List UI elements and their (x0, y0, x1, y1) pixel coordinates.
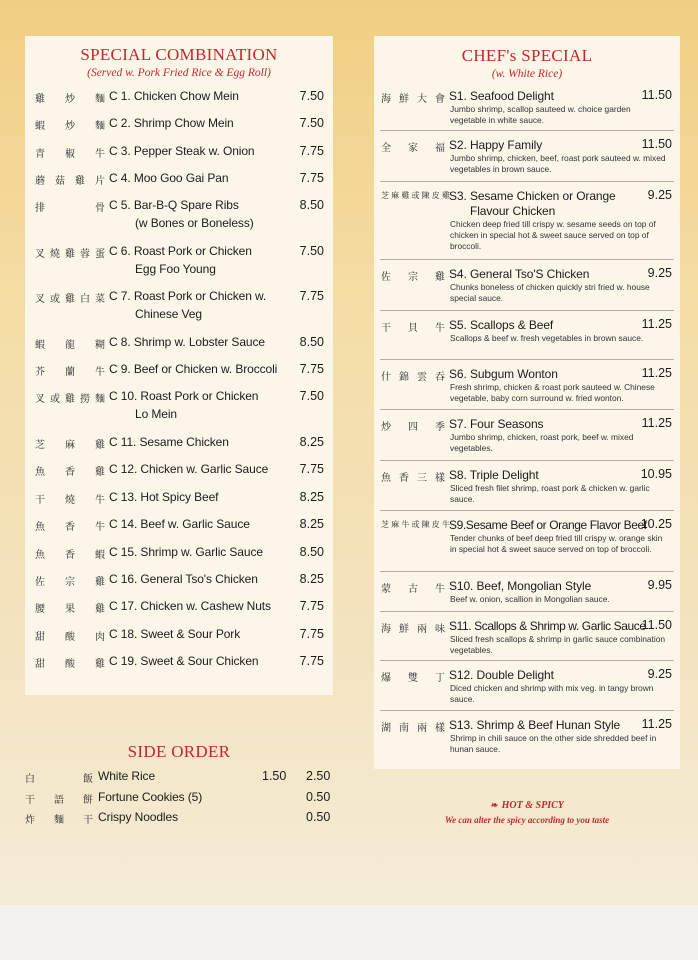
side-price-small: 1.50 (262, 769, 287, 783)
item-price: 11.50 (641, 88, 672, 102)
item-name: C 6. Roast Pork or Chicken (109, 244, 252, 258)
side-item-name: Crispy Noodles (98, 810, 178, 824)
item-name: C 17. Chicken w. Cashew Nuts (109, 599, 271, 613)
item-divider (380, 460, 674, 461)
item-name: C 11. Sesame Chicken (109, 435, 229, 449)
item-name: S7. Four Seasons (449, 417, 544, 431)
item-price: 7.50 (299, 89, 324, 103)
item-price: 7.75 (299, 362, 324, 376)
item-price: 7.75 (299, 144, 324, 158)
item-chinese-name: 蘑 菇 雞 片 (35, 176, 105, 187)
item-chinese-name: 芥 蘭 牛 (35, 367, 105, 378)
side-price: 2.50 (306, 769, 331, 783)
special-combination-panel (25, 36, 333, 695)
item-chinese-name: 芝 麻 雞 (35, 440, 105, 451)
item-name: C 10. Roast Pork or Chicken (109, 389, 259, 403)
item-description: Sliced fresh filet shrimp, roast pork & chicken w. garlic sauce. (450, 483, 650, 505)
side-price: 0.50 (306, 810, 331, 824)
item-name: C 18. Sweet & Sour Pork (109, 627, 241, 641)
item-chinese-name: 蝦 炒 麵 (35, 121, 105, 132)
item-price: 7.75 (299, 171, 324, 185)
item-chinese-name: 甜 酸 雞 (35, 659, 105, 670)
item-chinese-name: 叉 燒 雞 蓉 蛋 (35, 249, 105, 260)
item-chinese-name: 佐 宗 雞 (35, 577, 105, 588)
side-chinese-name: 白 飯 (25, 774, 93, 785)
item-chinese-name: 魚 香 蝦 (35, 550, 105, 561)
item-divider (380, 571, 674, 572)
item-name: C 16. General Tso's Chicken (109, 572, 258, 586)
item-divider (380, 409, 674, 410)
chefs-special-panel (374, 36, 680, 769)
side-price: 0.50 (306, 790, 331, 804)
special-combination-title: SPECIAL COMBINATION (80, 45, 278, 64)
item-price: 11.25 (641, 717, 672, 731)
item-price: 9.95 (647, 578, 672, 592)
side-order-section (25, 742, 333, 762)
item-chinese-name: 叉 或 雞 撈 麵 (35, 394, 105, 405)
item-name: C 5. Bar-B-Q Spare Ribs (109, 198, 239, 212)
item-price: 11.50 (641, 137, 672, 151)
item-price: 11.25 (641, 366, 672, 380)
item-price: 8.50 (299, 545, 324, 559)
item-name: S1. Seafood Delight (449, 89, 554, 103)
side-chinese-name: 干 語 餅 (25, 795, 93, 806)
item-chinese-name: 青 椒 牛 (35, 149, 105, 160)
item-price: 9.25 (647, 266, 672, 280)
item-name: C 7. Roast Pork or Chicken w. (109, 289, 267, 303)
item-name: S8. Triple Delight (449, 468, 539, 482)
chefs-special-title: CHEF's SPECIAL (461, 46, 593, 65)
item-name: C 2. Shrimp Chow Mein (109, 116, 234, 130)
item-chinese-name: 海 鮮 兩 味 (381, 624, 445, 635)
item-chinese-name: 干 貝 牛 (381, 323, 445, 334)
item-price: 10.25 (640, 517, 672, 531)
item-name: S5. Scallops & Beef (449, 318, 554, 332)
item-chinese-name: 蒙 古 牛 (381, 584, 445, 595)
item-price: 11.50 (641, 618, 672, 632)
item-price: 7.50 (299, 389, 324, 403)
item-divider (380, 359, 674, 360)
item-price: 8.25 (299, 435, 324, 449)
item-name: S12. Double Delight (449, 668, 554, 682)
item-name: C 4. Moo Goo Gai Pan (109, 171, 229, 185)
item-name-continued: Egg Foo Young (135, 262, 216, 276)
item-name: C 19. Sweet & Sour Chicken (109, 654, 259, 668)
item-price: 7.75 (299, 627, 324, 641)
item-chinese-name: 魚 香 雞 (35, 467, 105, 478)
item-price: 7.75 (299, 654, 324, 668)
item-price: 11.25 (641, 317, 672, 331)
side-item-name: Fortune Cookies (5) (98, 790, 203, 804)
item-price: 10.95 (640, 467, 672, 481)
side-order-title: SIDE ORDER (127, 742, 231, 761)
item-chinese-name: 蝦 龍 糊 (35, 340, 105, 351)
spicy-note: We can alter the spicy according to you taste (444, 815, 610, 825)
item-price: 7.50 (299, 244, 324, 258)
item-divider (380, 310, 674, 311)
item-name: S3. Sesame Chicken or Orange (449, 189, 616, 203)
item-chinese-name: 魚 香 牛 (35, 522, 105, 533)
item-chinese-name: 排 骨 (35, 203, 105, 214)
item-description: Jumbo shrimp, chicken, beef, roast pork sauteed w. mixed vegetables in brown sauce. (450, 153, 666, 175)
item-name: S6. Subgum Wonton (449, 367, 558, 381)
item-price: 8.25 (299, 490, 324, 504)
item-name: C 13. Hot Spicy Beef (109, 490, 219, 504)
item-name: C 12. Chicken w. Garlic Sauce (109, 462, 269, 476)
item-divider (380, 710, 674, 711)
item-price: 8.50 (299, 198, 324, 212)
item-chinese-name: 全 家 福 (381, 143, 445, 154)
item-divider (380, 130, 674, 131)
item-description: Chicken deep fried till crispy w. sesame seeds on top of chicken in special hot & sweet sauce served on top of broccoli. (450, 219, 656, 252)
side-item-name: White Rice (98, 769, 156, 783)
item-chinese-name: 芝 麻 牛 或 陳 皮 牛 (381, 520, 449, 529)
item-chinese-name: 湖 南 兩 樣 (381, 723, 445, 734)
item-description: Tender chunks of beef deep fried till crispy w. orange skin in special hot & sweet sauce served on top of broccoli. (450, 533, 663, 555)
item-price: 7.50 (299, 116, 324, 130)
item-name: S11. Scallops & Shrimp w. Garlic Sauce (449, 619, 646, 633)
item-name: C 9. Beef or Chicken w. Broccoli (109, 362, 278, 376)
item-description: Beef w. onion, scallion in Mongolian sauce. (450, 594, 610, 604)
item-name: S10. Beef, Mongolian Style (449, 579, 592, 593)
item-name: S9.Sesame Beef or Orange Flavor Beef (449, 518, 647, 532)
hot-spicy-legend (374, 800, 680, 811)
item-chinese-name: 什 錦 雲 吞 (381, 372, 445, 383)
item-price: 8.25 (299, 572, 324, 586)
page-margin (0, 905, 698, 960)
item-chinese-name: 雞 炒 麵 (35, 94, 105, 105)
item-price: 7.75 (299, 462, 324, 476)
item-name-continued: Lo Mein (135, 407, 177, 421)
item-chinese-name: 魚 香 三 樣 (381, 473, 445, 484)
item-description: Jumbo shrimp, chicken, roast pork, beef w. mixed vegetables. (450, 432, 634, 454)
item-divider (380, 510, 674, 511)
special-combination-subtitle: (Served w. Pork Fried Rice & Egg Roll) (87, 67, 271, 79)
item-name: C 14. Beef w. Garlic Sauce (109, 517, 250, 531)
item-name-continued: Chinese Veg (135, 307, 202, 321)
item-chinese-name: 叉 或 雞 白 菜 (35, 294, 105, 305)
item-divider (380, 611, 674, 612)
item-chinese-name: 干 燒 牛 (35, 495, 105, 506)
item-divider (380, 660, 674, 661)
hot-spicy-label: HOT & SPICY (501, 800, 564, 811)
item-divider (380, 259, 674, 260)
item-price: 7.75 (299, 289, 324, 303)
item-name: C 8. Shrimp w. Lobster Sauce (109, 335, 265, 349)
item-description: Shrimp in chili sauce on the other side shredded beef in hunan sauce. (450, 733, 657, 755)
item-chinese-name: 佐 宗 雞 (381, 272, 445, 283)
item-price: 9.25 (647, 667, 672, 681)
item-name: S4. General Tso'S Chicken (449, 267, 590, 281)
item-price: 11.25 (641, 416, 672, 430)
item-description: Chunks boneless of chicken quickly stri fried w. house special sauce. (450, 282, 650, 304)
item-name: S2. Happy Family (449, 138, 543, 152)
item-name: C 1. Chicken Chow Mein (109, 89, 239, 103)
item-description: Sliced fresh scallops & shrimp in garlic sauce combination vegetables. (450, 634, 666, 656)
item-description: Fresh shrimp, chicken & roast pork sauteed w. Chinese vegetable, baby corn surround w. fried wonton. (450, 382, 655, 404)
item-price: 7.75 (299, 599, 324, 613)
item-chinese-name: 炒 四 季 (381, 422, 445, 433)
item-chinese-name: 爆 雙 丁 (381, 673, 445, 684)
chefs-special-subtitle: (w. White Rice) (491, 68, 563, 80)
hot-pepper-icon: ❧ (490, 800, 498, 810)
item-chinese-name: 海 鮮 大 會 (381, 94, 445, 105)
item-name: C 15. Shrimp w. Garlic Sauce (109, 545, 263, 559)
item-description: Jumbo shrimp, scallop sauteed w. choice garden vegetable in white sauce. (450, 104, 631, 126)
item-name-continued: Flavour Chicken (470, 204, 556, 218)
side-chinese-name: 炸 麵 干 (25, 815, 93, 826)
item-chinese-name: 芝 麻 雞 或 陳 皮 雞 (381, 191, 449, 200)
item-chinese-name: 腰 果 雞 (35, 604, 105, 615)
item-price: 8.50 (299, 335, 324, 349)
item-name-continued: (w Bones or Boneless) (135, 216, 254, 230)
item-divider (380, 181, 674, 182)
item-name: S13. Shrimp & Beef Hunan Style (449, 718, 621, 732)
item-price: 8.25 (299, 517, 324, 531)
item-chinese-name: 甜 酸 肉 (35, 632, 105, 643)
item-description: Scallops & beef w. fresh vegetables in brown sauce. (450, 333, 644, 343)
item-description: Diced chicken and shrimp with mix veg. in tangy brown sauce. (450, 683, 654, 705)
item-price: 9.25 (647, 188, 672, 202)
item-name: C 3. Pepper Steak w. Onion (109, 144, 255, 158)
